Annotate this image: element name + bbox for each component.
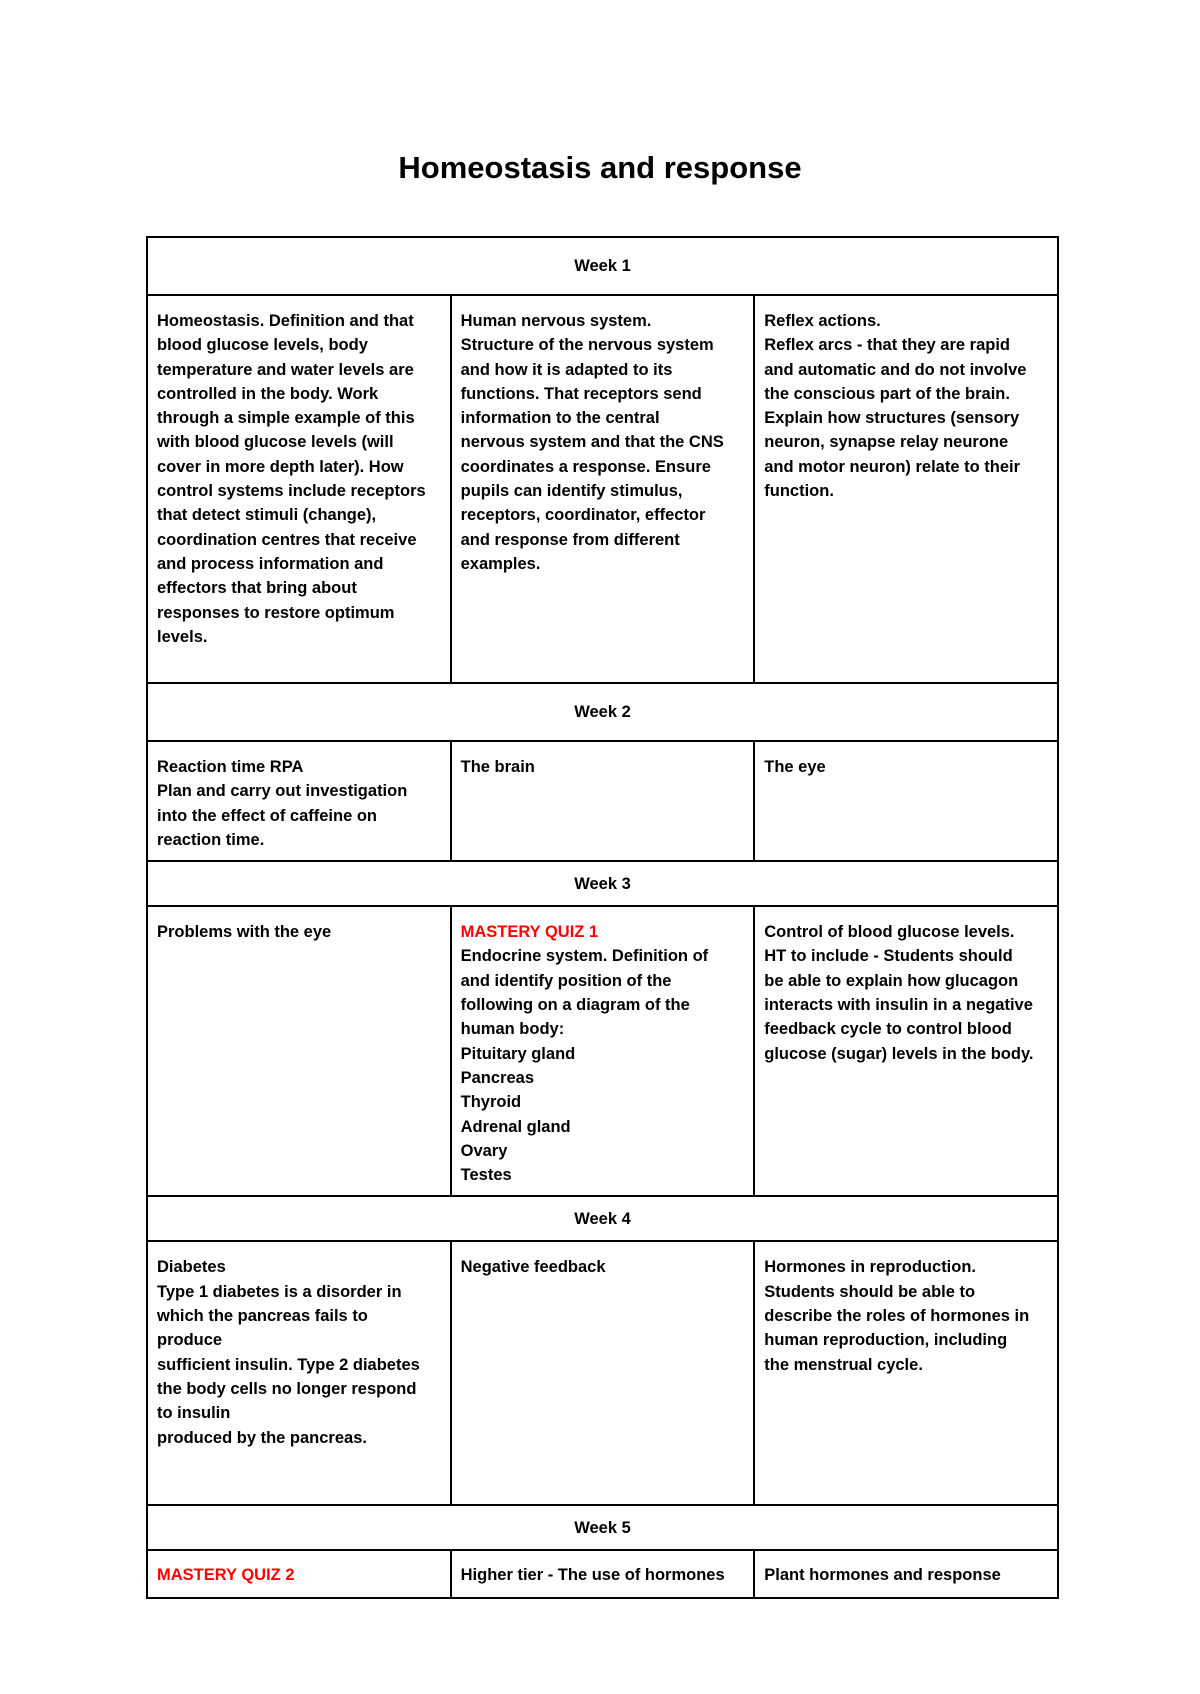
text-line: Ovary bbox=[460, 1141, 508, 1160]
text-line: functions. That receptors send bbox=[460, 384, 702, 403]
text-line: which the pancreas fails to bbox=[157, 1307, 368, 1326]
text-line: Structure of the nervous system bbox=[460, 336, 714, 355]
week-1-label: Week 1 bbox=[147, 237, 1058, 295]
text-line: The brain bbox=[460, 758, 535, 776]
week-2-topic-3 bbox=[754, 741, 1058, 861]
lesson-plan-body bbox=[147, 237, 1058, 1598]
lesson-plan-table bbox=[146, 236, 1059, 1599]
text-line: feedback cycle to control blood bbox=[764, 1020, 1012, 1039]
text-line: Reflex actions. bbox=[764, 312, 881, 330]
text-line: Problems with the eye bbox=[157, 923, 332, 942]
week-5-topic-1 bbox=[147, 1550, 451, 1598]
week-3-topic-1 bbox=[147, 906, 451, 1196]
text-line: and process information and bbox=[157, 554, 384, 573]
text-line: blood glucose levels, body bbox=[157, 336, 368, 355]
mastery-quiz-2-label: MASTERY QUIZ 2 bbox=[157, 1566, 295, 1585]
text-line: control systems include receptors bbox=[157, 482, 426, 501]
week-5-topics-row bbox=[147, 1550, 1058, 1598]
text-line: receptors, coordinator, effector bbox=[460, 506, 706, 525]
week-2-header-row bbox=[147, 683, 1058, 741]
text-line: temperature and water levels are bbox=[157, 360, 414, 379]
text-line: glucose (sugar) levels in the body. bbox=[764, 1044, 1034, 1063]
text-line: Plan and carry out investigation bbox=[157, 782, 408, 801]
text-line: pupils can identify stimulus, bbox=[460, 482, 683, 501]
text-line: Pituitary gland bbox=[460, 1044, 576, 1063]
week-5-header-row bbox=[147, 1505, 1058, 1550]
text-line: controlled in the body. Work bbox=[157, 384, 379, 403]
text-line: function. bbox=[764, 482, 834, 501]
text-line: produced by the pancreas. bbox=[157, 1428, 367, 1447]
text-line: sufficient insulin. Type 2 diabetes bbox=[157, 1355, 420, 1374]
week-5-topic-2 bbox=[451, 1550, 755, 1598]
text-line: the body cells no longer respond bbox=[157, 1379, 417, 1398]
text-line: and response from different bbox=[460, 530, 680, 549]
text-line: Explain how structures (sensory bbox=[764, 409, 1020, 428]
text-line: cover in more depth later). How bbox=[157, 457, 404, 476]
text-line: responses to restore optimum bbox=[157, 603, 395, 622]
week-4-header-row bbox=[147, 1196, 1058, 1241]
text-line: describe the roles of hormones in bbox=[764, 1307, 1030, 1326]
text-line: Testes bbox=[460, 1166, 512, 1185]
text-line: reaction time. bbox=[157, 830, 265, 849]
text-line: Human nervous system. bbox=[460, 312, 652, 330]
week-2-topic-2 bbox=[451, 741, 755, 861]
text-line: HT to include - Students should bbox=[764, 947, 1013, 966]
week-4-topic-1 bbox=[147, 1241, 451, 1505]
week-4-topics-row bbox=[147, 1241, 1058, 1505]
text-line: human reproduction, including bbox=[764, 1331, 1008, 1350]
text-line: Reaction time RPA bbox=[157, 758, 304, 776]
text-line: information to the central bbox=[460, 409, 660, 428]
text-line: Higher tier - The use of hormones bbox=[460, 1566, 725, 1585]
week-4-topic-2 bbox=[451, 1241, 755, 1505]
week-2-topic-1 bbox=[147, 741, 451, 861]
text-line: The eye bbox=[764, 758, 826, 776]
text-line: Type 1 diabetes is a disorder in bbox=[157, 1282, 402, 1301]
text-line: to insulin bbox=[157, 1404, 231, 1423]
week-3-topic-3 bbox=[754, 906, 1058, 1196]
week-3-topics-row bbox=[147, 906, 1058, 1196]
text-line: and how it is adapted to its bbox=[460, 360, 673, 379]
week-1-topics-row bbox=[147, 295, 1058, 683]
text-line: Diabetes bbox=[157, 1258, 226, 1277]
week-3-topic-2-lines bbox=[461, 944, 745, 1187]
week-2-topics-row bbox=[147, 741, 1058, 861]
text-line: Reflex arcs - that they are rapid bbox=[764, 336, 1011, 355]
text-line: Negative feedback bbox=[460, 1258, 606, 1277]
text-line: Homeostasis. Definition and that bbox=[157, 312, 414, 330]
text-line: and identify position of the bbox=[460, 971, 672, 990]
week-3-header-row bbox=[147, 861, 1058, 906]
text-line: effectors that bring about bbox=[157, 579, 357, 598]
text-line: coordinates a response. Ensure bbox=[460, 457, 711, 476]
text-line: examples. bbox=[460, 554, 541, 573]
text-line: coordination centres that receive bbox=[157, 530, 417, 549]
week-5-label: Week 5 bbox=[147, 1505, 1058, 1550]
text-line: Students should be able to bbox=[764, 1282, 976, 1301]
text-line: and motor neuron) relate to their bbox=[764, 457, 1021, 476]
week-4-topic-3 bbox=[754, 1241, 1058, 1505]
text-line: be able to explain how glucagon bbox=[764, 971, 1019, 990]
text-line: human body: bbox=[460, 1020, 565, 1039]
text-line: interacts with insulin in a negative bbox=[764, 996, 1033, 1015]
text-line: Adrenal gland bbox=[460, 1117, 571, 1136]
text-line: produce bbox=[157, 1331, 223, 1350]
week-1-header-row bbox=[147, 237, 1058, 295]
text-line: Control of blood glucose levels. bbox=[764, 923, 1015, 942]
text-line: the conscious part of the brain. bbox=[764, 384, 1010, 403]
week-1-topic-3 bbox=[754, 295, 1058, 683]
text-line: through a simple example of this bbox=[157, 409, 415, 428]
text-line: Thyroid bbox=[460, 1093, 522, 1112]
text-line: nervous system and that the CNS bbox=[460, 433, 724, 452]
week-1-topic-2 bbox=[451, 295, 755, 683]
week-3-label: Week 3 bbox=[147, 861, 1058, 906]
week-2-label: Week 2 bbox=[147, 683, 1058, 741]
week-1-topic-1 bbox=[147, 295, 451, 683]
text-line: Endocrine system. Definition of bbox=[460, 947, 709, 966]
text-line: Plant hormones and response bbox=[764, 1566, 1001, 1585]
text-line: and automatic and do not involve bbox=[764, 360, 1027, 379]
text-line: Pancreas bbox=[460, 1068, 535, 1087]
page-title: Homeostasis and response bbox=[398, 150, 802, 185]
text-line: the menstrual cycle. bbox=[764, 1355, 923, 1374]
week-3-topic-2 bbox=[451, 906, 755, 1196]
text-line: levels. bbox=[157, 627, 208, 646]
mastery-quiz-1-label: MASTERY QUIZ 1 bbox=[460, 923, 599, 942]
text-line: neuron, synapse relay neurone bbox=[764, 433, 1009, 452]
text-line: with blood glucose levels (will bbox=[157, 433, 394, 452]
text-line: Hormones in reproduction. bbox=[764, 1258, 977, 1277]
week-5-topic-3 bbox=[754, 1550, 1058, 1598]
text-line: into the effect of caffeine on bbox=[157, 806, 378, 825]
text-line: that detect stimuli (change), bbox=[157, 506, 377, 525]
text-line: following on a diagram of the bbox=[460, 996, 690, 1015]
week-4-label: Week 4 bbox=[147, 1196, 1058, 1241]
